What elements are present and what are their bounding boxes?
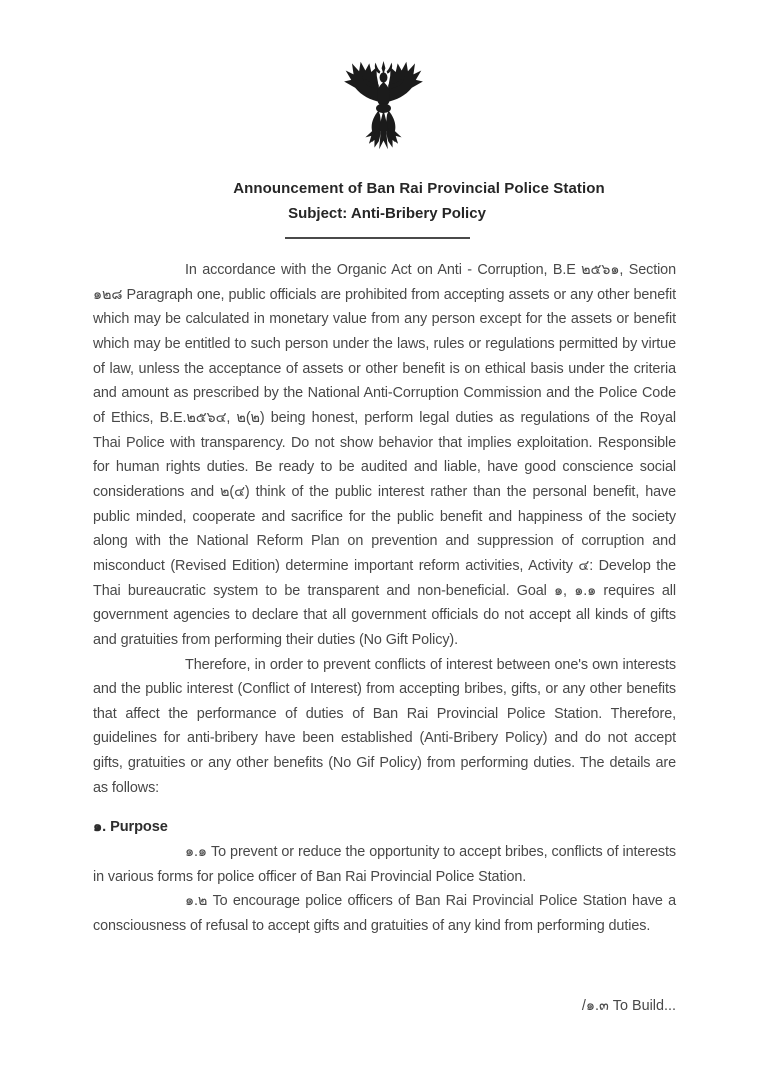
purpose-item-2: ๑.๒ To encourage police officers of Ban Rai Provincial Police Station have a consciousness of refusal to accept gifts and gratuities of any kind from performing duties. [93, 893, 676, 935]
purpose-item-1: ๑.๑ To prevent or reduce the opportunity to accept bribes, conflicts of interests in various forms for police officer of Ban Rai Provincial Police Station. [93, 844, 676, 885]
document-subject: Subject: Anti-Bribery Policy [288, 205, 486, 222]
section-heading-purpose: ๑. Purpose [93, 819, 168, 836]
document-title: Announcement of Ban Rai Provincial Police Station [233, 180, 605, 197]
document-body [0, 239, 768, 939]
continuation-note: /๑.๓ To Build... [581, 998, 676, 1014]
garuda-silhouette [344, 61, 423, 149]
body-paragraph-2: Therefore, in order to prevent conflicts of interest between one's own interests and the public interest (Conflict of Interest) from accepting bribes, gifts, or any other benefits that affect the performance of duties of Ban Rai Provincial Police Station. Therefore, guidelines for anti-bribery have been established (Anti-Bribery Policy) and do not accept gifts, gratuities or any other benefits (No Gif Policy) from performing duties. The details are as follows: [93, 656, 676, 796]
title-divider-rule [285, 237, 470, 239]
garuda-emblem-icon [336, 61, 431, 165]
body-paragraph-1: In accordance with the Organic Act on Anti - Corruption, B.E ๒๕๖๑, Section ๑๒๘ Paragraph one, public officials are prohibited from accepting assets or any other benefit which may be calculated in monetary value from any person except for the assets or benefit which may be entitled to such person under the laws, rules or regulations permitted by virtue of law, unless the acceptance of assets or other benefit is on ethical basis under the criteria and amount as prescribed by the National Anti-Corruption Commission and the Police Code of Ethics, B.E.๒๕๖๔, ๒(๒) being honest, perform legal duties as regulations of the Royal Thai Police with transparency. Do not show behavior that implies exploitation. Responsible for human rights duties. Be ready to be audited and liable, have good conscience social considerations and ๒(๔) think of the public interest rather than the personal benefit, have public minded, cooperate and sacrifice for the public benefit and happiness of the society along with the National Reform Plan on prevention and suppression of corruption and misconduct (Revised Edition) determine important reform activities, Activity ๔: Develop the Thai bureaucratic system to be transparent and non-beneficial. Goal ๑, ๑.๑ requires all government agencies to declare that all government officials do not accept all kinds of gifts and gratuities from performing their duties (No Gift Policy). [93, 262, 676, 648]
